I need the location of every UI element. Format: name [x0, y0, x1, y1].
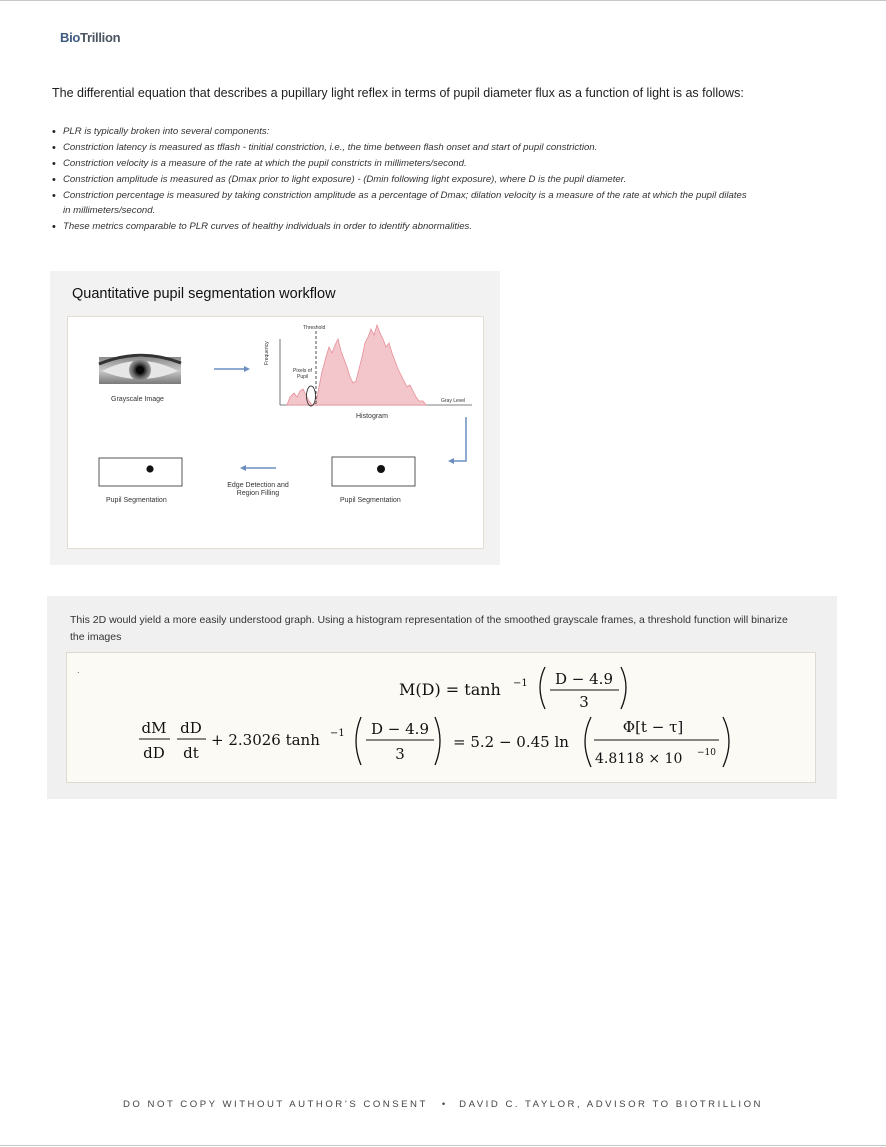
svg-text:dt: dt — [183, 744, 199, 762]
threshold-label: Threshold — [303, 325, 326, 331]
footer-consent: DO NOT COPY WITHOUT AUTHOR’S CONSENT — [123, 1099, 428, 1110]
segmentation-box-left — [99, 458, 182, 486]
footer — [0, 1099, 886, 1110]
pixels-of-label: Pixels of — [293, 368, 312, 374]
svg-text:dD: dD — [180, 719, 202, 737]
segmentation-box-right — [332, 457, 415, 486]
equation-1 — [399, 667, 626, 711]
list-item: • Constriction velocity is a measure of the rate at which the pupil constricts in millimeters/second. — [52, 156, 842, 172]
pupil-segmentation-label-right: Pupil Segmentation — [340, 497, 401, 504]
workflow-figure — [67, 316, 484, 549]
workflow-title: Quantitative pupil segmentation workflow — [72, 286, 336, 302]
svg-text:dD: dD — [143, 744, 165, 762]
list-item: • PLR is typically broken into several components: — [52, 124, 842, 140]
equation-2 — [139, 717, 729, 767]
svg-text:−1: −1 — [330, 728, 345, 739]
equation-panel — [47, 596, 837, 799]
gray-level-label: Gray Level — [441, 398, 466, 404]
histogram-chart — [280, 325, 472, 406]
equation-box — [66, 652, 816, 783]
svg-text:D − 4.9: D − 4.9 — [371, 720, 429, 738]
footer-separator: • — [441, 1099, 446, 1110]
pupil-label: Pupil — [297, 374, 309, 380]
list-item: • These metrics comparable to PLR curves of healthy individuals in order to identify abnormalities. — [52, 219, 842, 235]
arrow-bent-icon — [448, 417, 466, 464]
svg-text:= 5.2 − 0.45 ln: = 5.2 − 0.45 ln — [453, 733, 569, 751]
footer-author: DAVID C. TAYLOR, ADVISOR TO BIOTRILLION — [459, 1099, 763, 1110]
svg-text:+ 2.3026 tanh: + 2.3026 tanh — [211, 731, 320, 749]
top-divider — [0, 0, 886, 1]
grayscale-image-label: Grayscale Image — [111, 396, 164, 403]
list-item: • Constriction latency is measured as tflash - tinitial constriction, i.e., the time between flash onset and start of pupil constriction. — [52, 140, 842, 156]
bottom-divider — [0, 1145, 886, 1146]
plr-bullet-list — [52, 124, 842, 235]
arrow-left-icon — [240, 465, 276, 471]
list-item: • Constriction percentage is measured by taking constriction amplitude as a percentage of Dmax; dilation velocity is a measure of the rate at which the pupil dilates in millimeters/second. — [52, 188, 842, 219]
equations-svg — [67, 653, 815, 782]
svg-text:3: 3 — [579, 693, 589, 711]
workflow-panel — [50, 271, 500, 565]
frequency-label: Frequency — [264, 341, 270, 365]
equation-description: This 2D would yield a more easily understood graph. Using a histogram representation of the smoothed grayscale frames, a threshold function will binarize the images — [70, 614, 788, 643]
arrow-right-icon — [214, 366, 250, 372]
workflow-diagram — [68, 317, 483, 548]
svg-text:3: 3 — [395, 745, 405, 763]
edge-detection-label: Edge Detection and Region Filling — [227, 482, 289, 497]
svg-text:4.8118 × 10: 4.8118 × 10 — [595, 751, 683, 767]
biotrillion-logo: BioTrillion — [60, 30, 121, 45]
histogram-label: Histogram — [356, 413, 388, 420]
svg-text:−1: −1 — [513, 678, 528, 689]
svg-text:Φ[t − τ]: Φ[t − τ] — [622, 718, 684, 736]
svg-text:D − 4.9: D − 4.9 — [555, 670, 613, 688]
svg-text:dM: dM — [141, 719, 167, 737]
grayscale-eye-image — [99, 355, 181, 384]
svg-text:−10: −10 — [697, 748, 716, 758]
pupil-segmentation-label-left: Pupil Segmentation — [106, 497, 167, 504]
svg-text:M(D) = tanh: M(D) = tanh — [399, 680, 501, 699]
intro-paragraph: The differential equation that describes a pupillary light reflex in terms of pupil diameter flux as a function of light is as follows: — [52, 86, 744, 100]
equation-dot: . — [77, 665, 80, 675]
list-item: • Constriction amplitude is measured as (Dmax prior to light exposure) - (Dmin following light exposure), where D is the pupil diameter. — [52, 172, 842, 188]
